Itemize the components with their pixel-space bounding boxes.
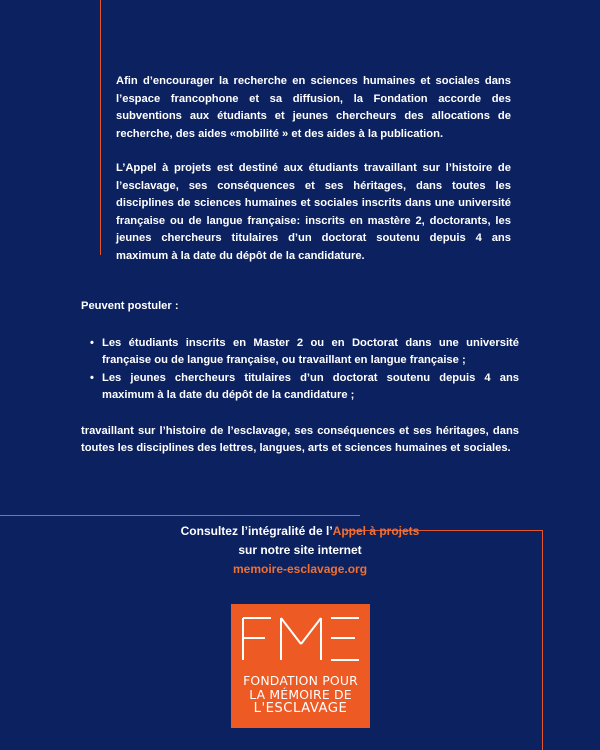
list-item: • Les jeunes chercheurs titulaires d’un doctorat soutenu depuis 4 ans maximum à la date du dépôt de la candidature ; [102,370,519,405]
decorative-vertical-rule-top [100,0,101,255]
appel-a-projets-link[interactable]: Appel à projets [332,524,420,538]
website-link[interactable]: memoire-esclavage.org [232,562,368,576]
intro-paragraph-2: L’Appel à projets est destiné aux étudiants travaillant sur l’histoire de l’esclavage, ses conséquences et ses héritages, dans toutes les disciplines de sciences humaines et sociales inscrits dans une université française ou de langue française: inscrits en mastère 2, doctorants, les jeunes chercheurs titulaires d’un doctorat soutenu depuis 4 ans maximum à la date du dépôt de la candidature. [116,162,511,262]
cta-prefix: Consultez l’intégralité de l’ [180,524,333,538]
logo-line-1: FONDATION POUR [243,673,358,688]
logo-line-2: LA MÉMOIRE DE [249,687,352,702]
decorative-horizontal-rule-left [0,515,360,516]
eligibility-block [81,298,519,458]
cta-line-2: sur notre site internet [238,543,362,557]
call-to-action [100,522,500,579]
list-item: • Les étudiants inscrits en Master 2 ou en Doctorat dans une université française ou de langue française, ou travaillant en langue française ; [102,335,519,370]
eligibility-list [81,335,519,405]
cta-line-1 [100,522,500,541]
intro-paragraph-1: Afin d’encourager la recherche en sciences humaines et sociales dans l’espace francophone et sa diffusion, la Fondation accorde des subventions aux étudiants et jeunes chercheurs des allocations de recherche, des aides «mobilité » et des aides à la publication. [116,75,511,140]
eligibility-heading: Peuvent postuler : [81,300,179,312]
eligibility-closing: travaillant sur l’histoire de l’esclavage, ses conséquences et ses héritages, dans toutes les disciplines des lettres, langues, arts et sciences humaines et sociales. [81,424,519,454]
logo-wordmark [231,674,370,716]
fondation-logo [231,604,370,728]
logo-line-3: L'ESCLAVAGE [253,701,348,716]
intro-text-block [116,73,511,282]
decorative-vertical-rule-bottom [542,530,543,750]
